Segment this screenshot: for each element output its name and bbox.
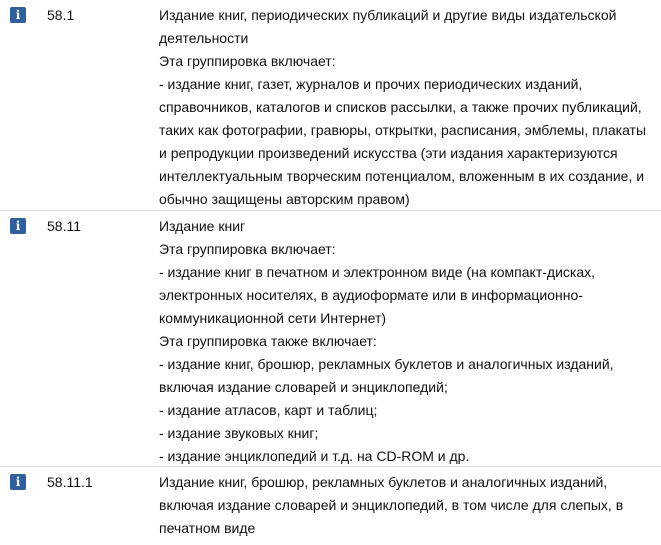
description-line: - издание книг в печатном и электронном виде (на компакт-дисках, xyxy=(159,264,596,280)
entry-description xyxy=(159,4,649,211)
description-line: Эта группировка включает: xyxy=(159,53,336,69)
description-line: деятельности xyxy=(159,30,249,46)
description-line: Издание книг xyxy=(159,218,246,234)
description-line: Издание книг, брошюр, рекламных буклетов и аналогичных изданий, xyxy=(159,474,608,490)
info-icon[interactable]: i xyxy=(10,474,26,490)
info-icon[interactable]: i xyxy=(10,218,26,234)
entry-code: 58.11.1 xyxy=(47,474,93,490)
description-line: печатном виде xyxy=(159,520,256,536)
description-line: Издание книг, периодических публикаций и другие виды издательской xyxy=(159,7,617,23)
description-line: включая издание словарей и энциклопедий; xyxy=(159,379,448,395)
description-line: включая издание словарей и энциклопедий, в том числе для слепых, в xyxy=(159,497,624,513)
description-line: обычно защищены авторским правом) xyxy=(159,191,410,207)
description-line: Эта группировка включает: xyxy=(159,241,336,257)
description-line: и репродукции произведений искусства (эти издания характеризуются xyxy=(159,145,618,161)
description-line: - издание книг, газет, журналов и прочих периодических изданий, xyxy=(159,76,583,92)
info-icon[interactable]: i xyxy=(10,7,26,23)
description-line: электронных носителях, в аудиоформате или в информационно- xyxy=(159,287,583,303)
entry-code: 58.1 xyxy=(47,7,75,23)
description-line: коммуникационной сети Интернет) xyxy=(159,310,387,326)
description-line: интеллектуальным творческим потенциалом, вложенным в их создание, и xyxy=(159,168,645,184)
entry-code: 58.11 xyxy=(47,218,81,234)
description-line: справочников, каталогов и списков рассылки, а также прочих публикаций, xyxy=(159,99,642,115)
entry-description xyxy=(159,471,649,540)
description-line: - издание звуковых книг; xyxy=(159,425,319,441)
entry-divider xyxy=(0,210,661,211)
entry-description xyxy=(159,215,649,468)
description-line: - издание книг, брошюр, рекламных буклетов и аналогичных изданий, xyxy=(159,356,614,372)
description-line: - издание атласов, карт и таблиц; xyxy=(159,402,378,418)
description-line: Эта группировка также включает: xyxy=(159,333,377,349)
entry-divider xyxy=(0,466,661,467)
description-line: - издание энциклопедий и т.д. на CD-ROM и др. xyxy=(159,448,470,464)
description-line: таких как фотографии, гравюры, открытки, расписания, эмблемы, плакаты xyxy=(159,122,647,138)
